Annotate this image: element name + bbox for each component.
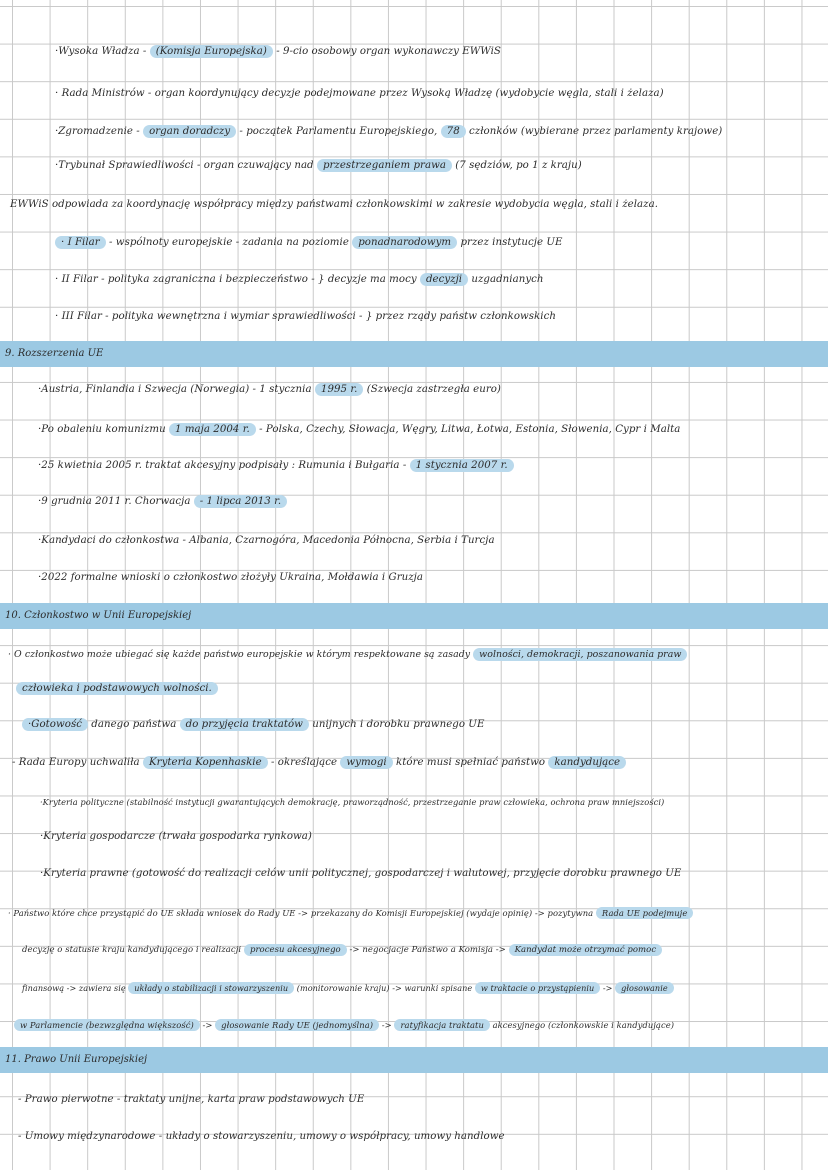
- note-line-pillar-1: · I Filar - wspólnoty europejskie - zadania na poziomie ponadnarodowym przez instytucje UE: [55, 235, 563, 251]
- note-line-ewwis-summary: EWWiS odpowiada za koordynację współpracy między państwami członkowskimi w zakresie wydobycia węgla, stali i żelaza.: [10, 199, 658, 210]
- highlight: wymogi: [340, 756, 392, 769]
- note-line-economic-criteria: ·Kryteria gospodarcze (trwała gospodarka rynkowa): [40, 831, 312, 842]
- highlight: głosowanie: [615, 982, 674, 994]
- highlight: Kryteria Kopenhaskie: [143, 756, 268, 769]
- note-line-copenhagen: - Rada Europy uchwaliła Kryteria Kopenhaskie - określające wymogi które musi spełniać państwo kandydujące: [12, 755, 626, 771]
- highlight: kandydujące: [548, 756, 626, 769]
- highlight: - 1 lipca 2013 r.: [194, 495, 287, 508]
- highlight: ratyfikacja traktatu: [394, 1019, 489, 1031]
- highlight: ponadnarodowym: [352, 236, 457, 249]
- section-header-eu-law: 11. Prawo Unii Europejskiej: [0, 1047, 828, 1073]
- section-header-membership: 10. Członkostwo w Unii Europejskiej: [0, 603, 828, 629]
- highlight: organ doradczy: [143, 125, 236, 138]
- note-line-international-agreements: - Umowy międzynarodowe - układy o stowarzyszeniu, umowy o współpracy, umowy handlowe: [18, 1131, 505, 1142]
- note-line-primary-law: - Prawo pierwotne - traktaty unijne, karta praw podstawowych UE: [18, 1094, 365, 1105]
- note-line-2007: ·25 kwietnia 2005 r. traktat akcesyjny podpisały : Rumunia i Bułgaria - 1 stycznia 2007 r.: [38, 458, 514, 474]
- highlight: człowieka i podstawowych wolności.: [16, 682, 218, 695]
- note-line-political-criteria: ·Kryteria polityczne (stabilność instytucji gwarantujących demokrację, praworządność, przestrzeganie praw człowieka, ochrona praw mniejszości): [40, 797, 665, 807]
- highlight: Rada UE podejmuje: [596, 907, 693, 919]
- note-line-readiness: ·Gotowość danego państwa do przyjęcia traktatów unijnych i dorobku prawnego UE: [22, 717, 484, 733]
- highlight: 78: [441, 125, 466, 138]
- note-line-accession-1: · Państwo które chce przystąpić do UE składa wniosek do Rady UE -> przekazany do Komisji Europejskiej (wydaje opinię) -> pozytywna Rada UE podejmuje: [8, 905, 693, 921]
- note-line-tribunal: ·Trybunał Sprawiedliwości - organ czuwający nad przestrzeganiem prawa (7 sędziów, po 1 z kraju): [55, 160, 582, 171]
- note-line-assembly: ·Zgromadzenie - organ doradczy - początek Parlamentu Europejskiego, 78 członków (wybierane przez parlamenty krajowe): [55, 126, 723, 137]
- highlight: w traktacie o przystąpieniu: [475, 982, 600, 994]
- note-line-legal-criteria: ·Kryteria prawne (gotowość do realizacji celów unii politycznej, gospodarczej i walutowej, przyjęcie dorobku prawnego UE: [40, 868, 682, 879]
- note-line-council: · Rada Ministrów - organ koordynujący decyzje podejmowane przez Wysoką Władzę (wydobycie węgla, stali i żelaza): [55, 88, 664, 99]
- note-line-2013: ·9 grudnia 2011 r. Chorwacja - 1 lipca 2013 r.: [38, 494, 287, 510]
- highlight: decyzji: [420, 273, 468, 286]
- note-line-accession-4: w Parlamencie (bezwzględna większość) -> głosowanie Rady UE (jednomyślna) -> ratyfikacja traktatu akcesyjnego (członkowskie i kandydujące): [14, 1017, 674, 1033]
- note-line-1995: ·Austria, Finlandia i Szwecja (Norwegia) - 1 stycznia 1995 r. (Szwecja zastrzegła euro): [38, 384, 501, 395]
- note-line-accession-3: finansową -> zawiera się układy o stabilizacji i stowarzyszeniu (monitorowanie kraju) -> warunki spisane w traktacie o przystąpieniu -> głosowanie: [22, 980, 674, 996]
- section-header-expansion: 9. Rozszerzenia UE: [0, 341, 828, 367]
- highlight: do przyjęcia traktatów: [180, 718, 309, 731]
- highlight: układy o stabilizacji i stowarzyszeniu: [128, 982, 294, 994]
- note-line-2004: ·Po obaleniu komunizmu 1 maja 2004 r. - Polska, Czechy, Słowacja, Węgry, Litwa, Łotwa, Estonia, Słowenia, Cypr i Malta: [38, 424, 681, 435]
- highlight: 1 maja 2004 r.: [169, 423, 256, 436]
- note-line-accession-2: decyzję o statusie kraju kandydującego i realizacji procesu akcesyjnego -> negocjacje Państwo a Komisja -> Kandydat może otrzymać pomoc: [22, 942, 662, 958]
- highlight: 1995 r.: [315, 383, 364, 396]
- note-line-candidates: ·Kandydaci do członkostwa - Albania, Czarnogóra, Macedonia Północna, Serbia i Turcja: [38, 535, 495, 546]
- note-line-2022: ·2022 formalne wnioski o członkostwo złożyły Ukraina, Mołdawia i Gruzja: [38, 572, 423, 583]
- highlight: głosowanie Rady UE (jednomyślna): [215, 1019, 379, 1031]
- note-line-pillar-3: · III Filar - polityka wewnętrzna i wymiar sprawiedliwości - } przez rządy państw członkowskich: [55, 311, 556, 322]
- highlight: 1 stycznia 2007 r.: [410, 459, 514, 472]
- note-line-pillar-2: · II Filar - polityka zagraniczna i bezpieczeństwo - } decyzje ma mocy decyzji uzgadnianych: [55, 274, 544, 285]
- note-line-membership-rule-cont: [16, 681, 218, 697]
- highlight: procesu akcesyjnego: [244, 944, 347, 956]
- note-line-high-authority: ·Wysoka Władza - (Komisja Europejska) - 9-cio osobowy organ wykonawczy EWWiS: [55, 46, 501, 57]
- highlight: wolności, demokracji, poszanowania praw: [473, 648, 687, 661]
- highlight: (Komisja Europejska): [150, 45, 273, 58]
- highlight: przestrzeganiem prawa: [317, 159, 452, 172]
- note-line-membership-rule: · O członkostwo może ubiegać się każde państwo europejskie w którym respektowane są zasady wolności, demokracji, poszanowania praw: [8, 647, 687, 663]
- highlight: w Parlamencie (bezwzględna większość): [14, 1019, 200, 1031]
- highlight: · I Filar: [55, 236, 106, 249]
- highlight: ·Gotowość: [22, 718, 88, 731]
- highlight: Kandydat może otrzymać pomoc: [509, 944, 663, 956]
